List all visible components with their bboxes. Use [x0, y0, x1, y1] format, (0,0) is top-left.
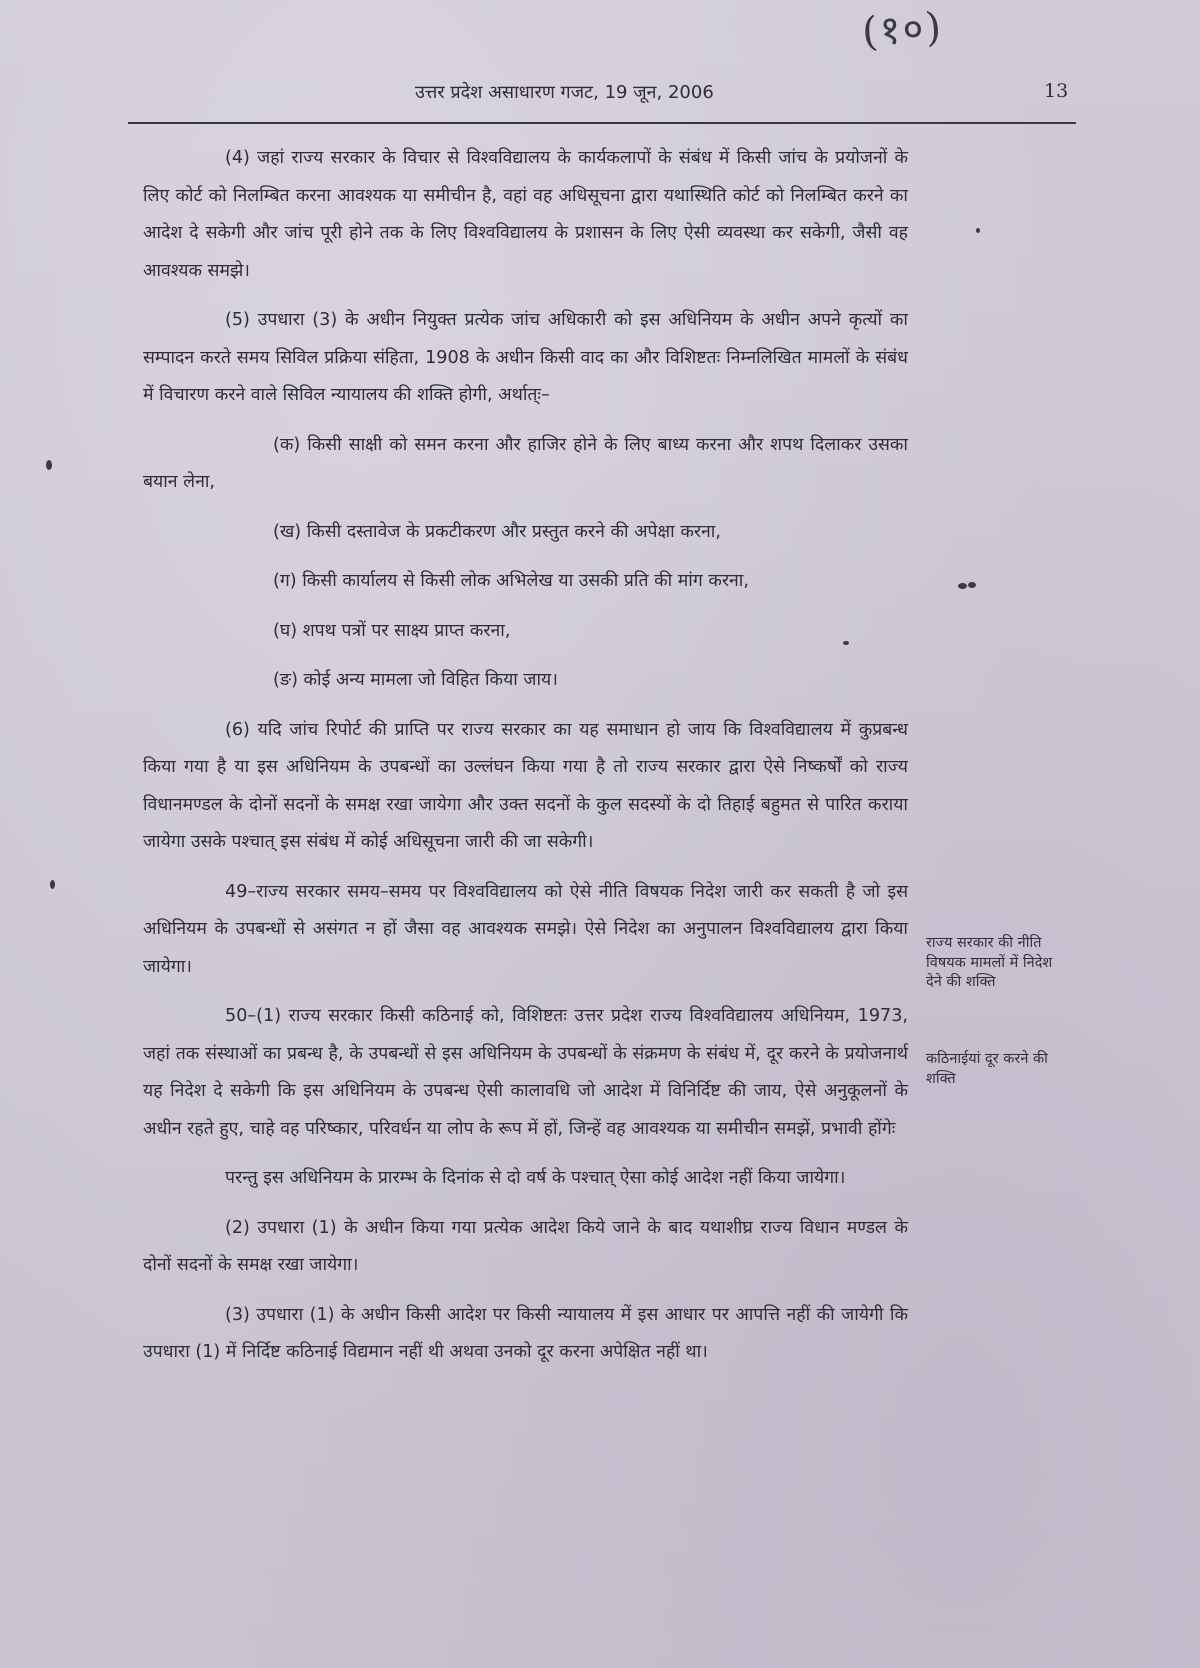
clause-nga: (ङ) कोई अन्य मामला जो विहित किया जाय। [273, 670, 558, 690]
subsection-4: (4) जहां राज्य सरकार के विचार से विश्वविद्यालय के कार्यकलापों के संबंध में किसी जांच के प्रयोजनों के लिए कोर्ट को निलम्बित करना आवश्यक या समीचीन है, वहां वह अधिसूचना द्वारा यथास्थिति कोर्ट को निलम्बित करने का आदेश दे सकेगी और जांच पूरी होने तक के लिए विश्वविद्यालय के प्रशासन के लिए ऐसी व्यवस्था कर सकेगी, जैसी वह आवश्यक समझे। [143, 148, 908, 281]
clause-kha: (ख) किसी दस्तावेज के प्रकटीकरण और प्रस्तुत करने की अपेक्षा करना, [273, 521, 721, 542]
page-number: 13 [1044, 80, 1069, 102]
ink-speck [958, 583, 967, 589]
subsection-6: (6) यदि जांच रिपोर्ट की प्राप्ति पर राज्य सरकार का यह समाधान हो जाय कि विश्वविद्यालय में कुप्रबन्ध किया गया है या इस अधिनियम के उपबन्धों का उल्लंघन किया गया है तो राज्य सरकार द्वारा ऐसे निष्कर्षों को राज्य विधानमण्डल के दोनों सदनों के समक्ष रखा जायेगा और उक्त सदनों के कुल सदस्यों के दो तिहाई बहुमत से पारित कराया जायेगा उसके पश्चात् इस संबंध में कोई अधिसूचना जारी की जा सकेगी। [143, 719, 908, 852]
section-50-3: (3) उपधारा (1) के अधीन किसी आदेश पर किसी न्यायालय में इस आधार पर आपत्ति नहीं की जायेगी कि उपधारा (1) में निर्दिष्ट कठिनाई विद्यमान नहीं थी अथवा उनको दूर करना अपेक्षित नहीं था। [143, 1304, 908, 1362]
clause-ka: (क) किसी साक्षी को समन करना और हाजिर होने के लिए बाध्य करना और शपथ दिलाकर उसका बयान लेना, [143, 434, 908, 492]
clause-ga: (ग) किसी कार्यालय से किसी लोक अभिलेख या उसकी प्रति की मांग करना, [273, 571, 749, 591]
ink-speck [968, 582, 976, 588]
margin-note-section-49: राज्य सरकार की नीति विषयक मामलों में निदेश देने की शक्ति [926, 935, 1053, 990]
margin-note-section-50: कठिनाईयां दूर करने की शक्ति [926, 1051, 1048, 1087]
section-49: 49–राज्य सरकार समय–समय पर विश्वविद्यालय को ऐसे नीति विषयक निदेश जारी कर सकती है जो इस अधिनियम के उपबन्धों से असंगत न हों जैसा वह आवश्यक समझे। ऐसे निदेश का अनुपालन विश्वविद्यालय द्वारा किया जायेगा। [143, 881, 908, 977]
ink-speck [46, 460, 52, 470]
ink-speck [976, 228, 980, 233]
gazette-body [143, 140, 908, 1384]
section-50-proviso: परन्तु इस अधिनियम के प्रारम्भ के दिनांक से दो वर्ष के पश्चात् ऐसा कोई आदेश नहीं किया जायेगा। [225, 1168, 846, 1188]
section-50-1: 50–(1) राज्य सरकार किसी कठिनाई को, विशिष्टतः उत्तर प्रदेश राज्य विश्वविद्यालय अधिनियम, 1973, जहां तक संस्थाओं का प्रबन्ध है, के उपबन्धों से इस अधिनियम के उपबन्धों के संक्रमण के संबंध में, दूर करने के प्रयोजनार्थ यह निदेश दे सकेगी कि इस अधिनियम के उपबन्ध ऐसी कालावधि जो आदेश में विनिर्दिष्ट की जाय, ऐसे अनुकूलनों के अधीन रहते हुए, चाहे वह परिष्कार, परिवर्धन या लोप के रूप में हों, जिन्हें वह आवश्यक या समीचीन समझें, प्रभावी होंगेः [143, 1006, 908, 1139]
gazette-header-title: उत्तर प्रदेश असाधारण गजट, 19 जून, 2006 [415, 82, 714, 103]
handwritten-page-mark: (१०) [860, 4, 945, 56]
section-50-2: (2) उपधारा (1) के अधीन किया गया प्रत्येक आदेश किये जाने के बाद यथाशीघ्र राज्य विधान मण्डल के दोनों सदनों के समक्ष रखा जायेगा। [143, 1217, 908, 1275]
ink-speck [50, 880, 55, 889]
header-divider [128, 122, 1076, 124]
subsection-5: (5) उपधारा (3) के अधीन नियुक्त प्रत्येक जांच अधिकारी को इस अधिनियम के अधीन अपने कृत्यों का सम्पादन करते समय सिविल प्रक्रिया संहिता, 1908 के अधीन किसी वाद का और विशिष्टतः निम्नलिखित मामलों के संबंध में विचारण करने वाले सिविल न्यायालय की शक्ति होगी, अर्थात्ः– [143, 310, 908, 405]
clause-gha: (घ) शपथ पत्रों पर साक्ष्य प्राप्त करना, [273, 620, 511, 641]
ink-speck [843, 641, 849, 645]
